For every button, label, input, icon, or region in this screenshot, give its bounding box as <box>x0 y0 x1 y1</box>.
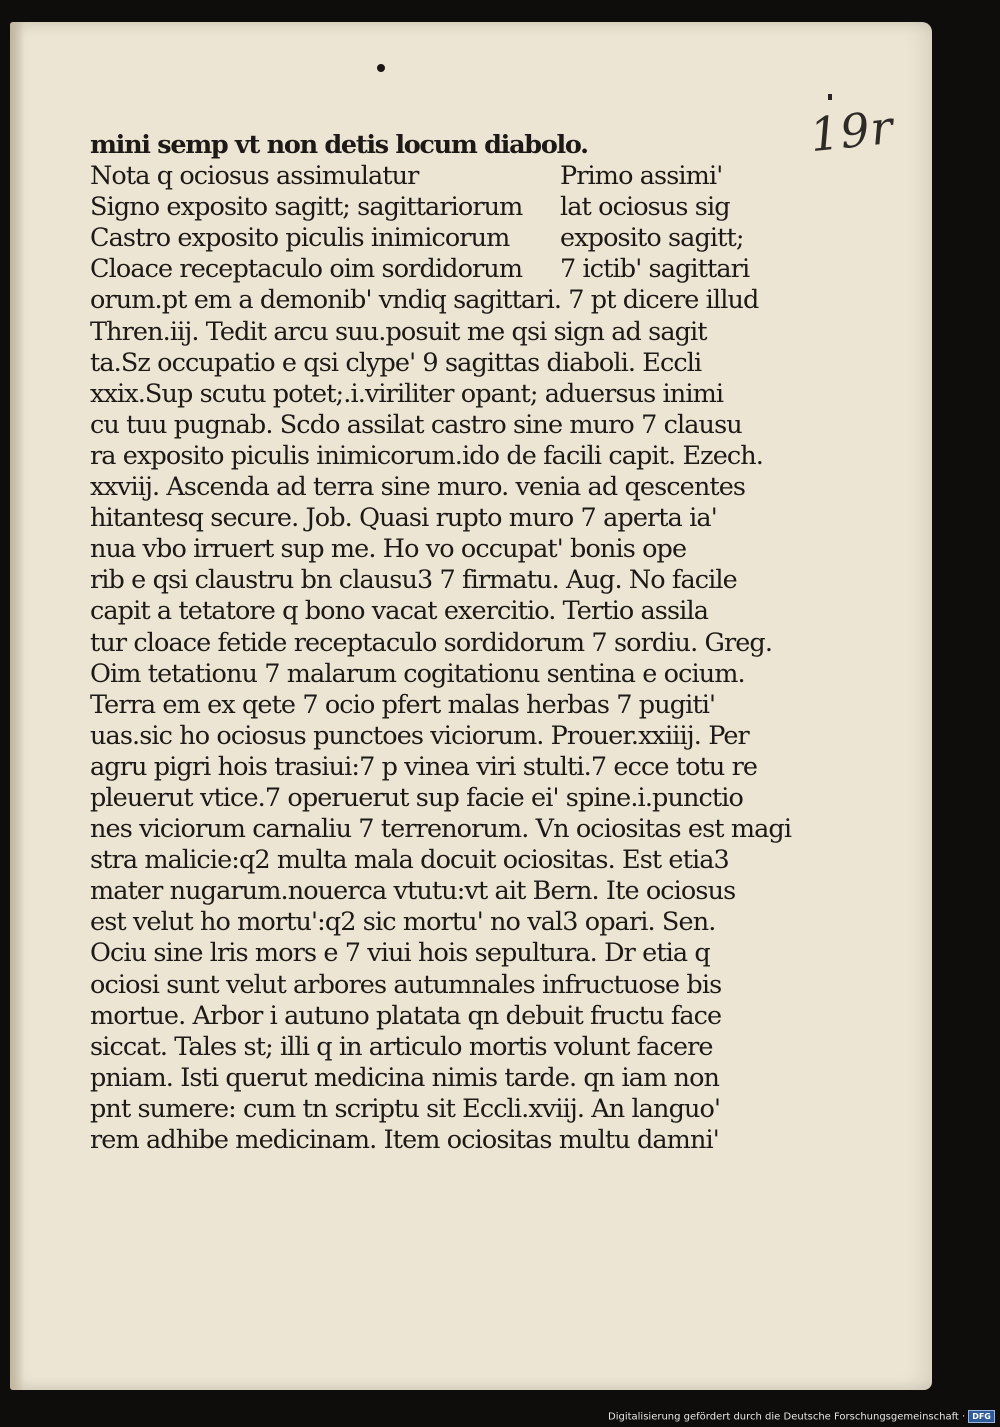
text-line: tur cloace fetide receptaculo sordidorum 7 sordiu. Greg. <box>90 627 773 658</box>
right-col-line: lat ociosus sig <box>560 192 730 223</box>
left-col-line: Signo exposito sagitt; sagittariorum <box>90 192 523 223</box>
text-line: nes viciorum carnaliu 7 terrenorum. Vn ociositas est magi <box>90 814 792 845</box>
text-line: nua vbo irruert sup me. Ho vo occupat' bonis ope <box>90 534 687 565</box>
text-line: Oim tetationu 7 malarum cogitationu sentina e ocium. <box>90 658 745 689</box>
text-line: pniam. Isti querut medicina nimis tarde. qn iam non <box>90 1062 720 1093</box>
text-line: ociosi sunt velut arbores autumnales infructuose bis <box>90 969 722 1000</box>
text-line: pleuerut vtice.7 operuerut sup facie ei' spine.i.punctio <box>90 782 743 813</box>
text-line: xxviij. Ascenda ad terra sine muro. venia ad qescentes <box>90 472 746 503</box>
text-line: Terra em ex qete 7 ocio pfert malas herbas 7 pugiti' <box>90 689 716 720</box>
left-col-line: Castro exposito piculis inimicorum <box>90 223 510 254</box>
text-line: orum.pt em a demonib' vndiq sagittari. 7 pt dicere illud <box>90 285 759 316</box>
text-line: pnt sumere: cum tn scriptu sit Eccli.xviij. An languo' <box>90 1093 721 1124</box>
text-line: mater nugarum.nouerca vtutu:vt ait Bern. Ite ociosus <box>90 876 736 907</box>
text-line: cu tuu pugnab. Scdo assilat castro sine muro 7 clausu <box>90 409 742 440</box>
text-line: hitantesq secure. Job. Quasi rupto muro 7 aperta ia' <box>90 503 717 534</box>
text-line: mortue. Arbor i autuno platata qn debuit fructu face <box>90 1000 722 1031</box>
text-line: siccat. Tales st; illi q in articulo mortis volunt facere <box>90 1031 713 1062</box>
text-line: Ociu sine lris mors e 7 viui hois sepultura. Dr etia q <box>90 938 710 969</box>
right-col-line: 7 ictib' sagittari <box>560 254 750 285</box>
right-col-line: exposito sagitt; <box>560 223 744 254</box>
text-line: Thren.iij. Tedit arcu suu.posuit me qsi sign ad sagit <box>90 316 707 347</box>
text-line: est velut ho mortu':q2 sic mortu' no val3 opari. Sen. <box>90 907 716 938</box>
text-line: capit a tetatore q bono vacat exercitio. Tertio assila <box>90 596 708 627</box>
text-line: uas.sic ho ociosus punctoes viciorum. Prouer.xxiiij. Per <box>90 720 749 751</box>
left-col-line: Cloace receptaculo oim sordidorum <box>90 254 523 285</box>
text-line: ra exposito piculis inimicorum.ido de facili capit. Ezech. <box>90 440 764 471</box>
text-line: xxix.Sup scutu potet;.i.viriliter opant; aduersus inimi <box>90 378 724 409</box>
digitization-credit <box>608 1410 995 1423</box>
ink-dot <box>377 64 385 72</box>
left-column <box>90 161 550 285</box>
dfg-logo: DFG <box>968 1410 995 1423</box>
folio-number: 19r <box>807 99 897 163</box>
text-line: rem adhibe medicinam. Item ociositas multu damni' <box>90 1125 719 1156</box>
book-page <box>10 22 932 1390</box>
text-line: agru pigri hois trasiui:7 p vinea viri stulti.7 ecce totu re <box>90 751 758 782</box>
printed-text-block <box>90 130 790 1156</box>
text-line: stra malicie:q2 multa mala docuit ociositas. Est etia3 <box>90 845 729 876</box>
text-line-first: mini semp vt non detis locum diabolo. <box>90 130 588 160</box>
text-line: rib e qsi claustru bn clausu3 7 firmatu. Aug. No facile <box>90 565 737 596</box>
page-gutter-shadow <box>10 22 24 1390</box>
right-column <box>560 161 800 285</box>
ink-mark <box>828 94 832 100</box>
right-col-line: Primo assimi' <box>560 161 723 192</box>
credit-text: Digitalisierung gefördert durch die Deutsche Forschungsgemeinschaft · <box>608 1411 966 1423</box>
left-col-line: Nota q ociosus assimulatur <box>90 161 419 192</box>
two-column-section <box>90 161 790 285</box>
text-line: ta.Sz occupatio e qsi clype' 9 sagittas diaboli. Eccli <box>90 347 702 378</box>
